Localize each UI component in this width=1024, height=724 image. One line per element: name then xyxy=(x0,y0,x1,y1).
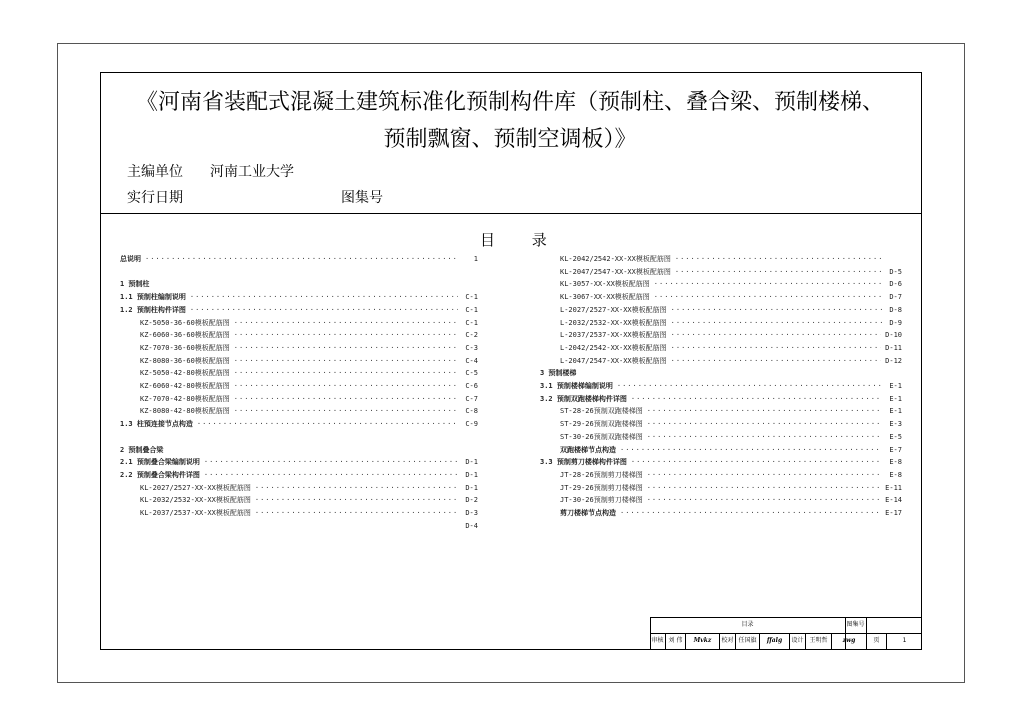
toc-entry xyxy=(560,494,902,506)
toc-entry-label: L-2032/2532-XX-XX模板配筋图 xyxy=(560,318,667,327)
toc-leader-dots xyxy=(145,253,458,265)
toc-entry xyxy=(540,456,902,468)
toc-entry-label: L-2047/2547-XX-XX模板配筋图 xyxy=(560,356,667,365)
toc-entry xyxy=(140,482,478,494)
toc-entry xyxy=(120,444,478,456)
toc-leader-dots xyxy=(654,291,882,303)
toc-entry xyxy=(140,520,478,532)
toc-entry-page: C-1 xyxy=(465,293,478,302)
toc-entry-page xyxy=(462,266,478,278)
toc-entry xyxy=(120,278,478,290)
toc-entry xyxy=(120,291,478,303)
toc-leader-dots xyxy=(234,329,458,341)
toc-entry xyxy=(560,469,902,481)
toc-entry xyxy=(560,405,902,417)
toc-entry-label: JT-30-26预制剪刀楼梯图 xyxy=(560,496,643,505)
toc-leader-dots xyxy=(647,482,881,494)
toc-leader-dots xyxy=(675,266,882,278)
toc-leader-dots xyxy=(190,291,458,303)
toc-entry xyxy=(140,494,478,506)
atlas-no-label: 图集号 xyxy=(845,617,867,633)
toc-entry-label: 1 预制柱 xyxy=(120,280,150,289)
toc-entry xyxy=(560,482,902,494)
toc-entry-label: L-2027/2527-XX-XX模板配筋图 xyxy=(560,305,667,314)
toc-leader-dots xyxy=(234,342,458,354)
toc-entry xyxy=(140,507,478,519)
toc-entry-label: 3.1 预制楼梯编制说明 xyxy=(540,382,613,390)
toc-entry xyxy=(120,418,478,430)
atlas-number-label: 图集号 xyxy=(341,190,383,206)
toc-leader-dots xyxy=(234,380,458,392)
date-label: 实行日期 xyxy=(127,190,183,206)
toc-entry xyxy=(540,367,902,379)
toc-entry xyxy=(120,456,478,468)
toc-entry-page: C-9 xyxy=(465,420,478,429)
toc-entry xyxy=(120,266,478,278)
toc-leader-dots xyxy=(617,380,882,392)
toc-entry-page: E-7 xyxy=(889,445,902,454)
toc-leader-dots xyxy=(671,304,882,316)
toc-entry-label: JT-29-26预制剪刀楼梯图 xyxy=(560,483,643,492)
toc-entry-label: 2.2 预制叠合梁构件详图 xyxy=(120,470,200,479)
toc-leader-dots xyxy=(255,482,458,494)
toc-entry xyxy=(140,405,478,417)
toc-entry xyxy=(140,317,478,329)
toc-leader-dots xyxy=(647,494,881,506)
toc-entry-page: D-11 xyxy=(885,343,902,352)
check-label: 校对 xyxy=(720,633,736,649)
toc-entry-label: KZ-8080-36-60模板配筋图 xyxy=(140,356,230,365)
toc-entry-label: KZ-5050-36-60模板配筋图 xyxy=(140,318,230,327)
toc-entry-page: C-3 xyxy=(465,343,478,352)
toc-entry-page: 1 xyxy=(473,255,478,263)
toc-entry xyxy=(560,444,902,456)
design-label: 设计 xyxy=(790,633,806,649)
page-label: 页 xyxy=(867,633,887,649)
review-signature: Mvkz xyxy=(686,633,720,649)
toc-entry-page: E-17 xyxy=(885,509,902,517)
toc-entry xyxy=(140,329,478,341)
toc-entry-page: E-8 xyxy=(889,470,902,479)
toc-entry xyxy=(560,317,902,329)
toc-right-column xyxy=(540,253,902,523)
toc-entry-page: E-3 xyxy=(889,420,902,429)
toc-entry-page: C-6 xyxy=(465,382,478,390)
toc-entry-page xyxy=(462,278,478,290)
toc-entry xyxy=(120,253,478,265)
toc-entry xyxy=(560,418,902,430)
toc-entry xyxy=(560,329,902,341)
toc-leader-dots xyxy=(234,393,458,405)
toc-leader-dots xyxy=(197,418,458,430)
toc-entry-page: D-2 xyxy=(465,496,478,505)
toc-entry xyxy=(540,393,902,405)
document-title-line2: 预制飘窗、预制空调板）》 xyxy=(383,127,637,152)
toc-heading: 目 录 xyxy=(480,231,563,249)
toc-entry-page: D-3 xyxy=(465,509,478,517)
toc-entry-label: KZ-6060-42-80模板配筋图 xyxy=(140,382,230,390)
toc-leader-dots xyxy=(647,431,882,443)
toc-leader-dots xyxy=(620,507,881,519)
toc-entry-page: C-7 xyxy=(465,394,478,403)
toc-entry-page: D-7 xyxy=(889,293,902,302)
toc-entry-label: KL-2037/2537-XX-XX模板配筋图 xyxy=(140,509,251,517)
toc-entry-label: KL-3057-XX-XX模板配筋图 xyxy=(560,280,650,289)
toc-leader-dots xyxy=(631,393,882,405)
toc-leader-dots xyxy=(234,317,458,329)
toc-entry-label: KL-2027/2527-XX-XX模板配筋图 xyxy=(140,483,251,492)
toc-left-column xyxy=(120,253,478,543)
toc-entry-page: D-8 xyxy=(889,305,902,314)
sheet-title: 目录 xyxy=(741,621,754,628)
toc-entry-page: D-4 xyxy=(465,521,478,530)
page-value: 1 xyxy=(902,637,907,644)
toc-entry-page: C-1 xyxy=(465,305,478,314)
toc-entry xyxy=(140,367,478,379)
toc-entry-page: D-9 xyxy=(889,318,902,327)
toc-entry-label: KZ-7070-36-60模板配筋图 xyxy=(140,343,230,352)
toc-entry-page: C-2 xyxy=(465,331,478,340)
toc-entry-page: C-8 xyxy=(465,407,478,416)
toc-entry-page: E-5 xyxy=(889,432,902,441)
toc-entry-label: ST-28-26预制双跑楼梯图 xyxy=(560,407,643,416)
toc-entry-page: D-10 xyxy=(885,331,902,340)
toc-leader-dots xyxy=(620,444,882,456)
toc-entry-label: 3 预制楼梯 xyxy=(540,369,577,378)
toc-entry-label: KL-2042/2542-XX-XX模板配筋图 xyxy=(560,255,671,263)
toc-entry-page: C-4 xyxy=(465,356,478,365)
toc-entry-label: 2 预制叠合梁 xyxy=(120,445,164,454)
toc-entry-label: KZ-5050-42-80模板配筋图 xyxy=(140,369,230,378)
toc-leader-dots xyxy=(654,278,882,290)
toc-entry xyxy=(140,393,478,405)
toc-entry xyxy=(540,380,902,392)
toc-entry-label: 1.1 预制柱编制说明 xyxy=(120,293,186,302)
toc-entry xyxy=(560,266,902,278)
toc-entry xyxy=(560,342,902,354)
toc-leader-dots xyxy=(671,329,881,341)
toc-entry xyxy=(560,355,902,367)
toc-entry-page: D-6 xyxy=(889,280,902,289)
toc-entry xyxy=(120,304,478,316)
toc-leader-dots xyxy=(234,405,458,417)
toc-entry-page: D-1 xyxy=(465,470,478,479)
toc-entry-page: E-11 xyxy=(885,483,902,492)
toc-entry xyxy=(120,431,478,443)
toc-entry-label: 3.2 预制双跑楼梯构件详图 xyxy=(540,394,627,403)
toc-entry-label: KL-3067-XX-XX模板配筋图 xyxy=(560,293,650,302)
toc-entry xyxy=(140,380,478,392)
toc-leader-dots xyxy=(671,342,881,354)
toc-entry-page: E-1 xyxy=(889,407,902,416)
toc-entry-page: D-1 xyxy=(465,458,478,467)
toc-entry-page: E-8 xyxy=(889,458,902,467)
toc-entry-label: 2.1 预制叠合梁编制说明 xyxy=(120,458,200,467)
toc-entry-label: KL-2047/2547-XX-XX模板配筋图 xyxy=(560,267,671,276)
toc-entry xyxy=(560,278,902,290)
toc-entry-page xyxy=(462,444,478,456)
toc-entry-label: ST-30-26预制双跑楼梯图 xyxy=(560,432,643,441)
toc-entry-label: 3.3 预制剪刀楼梯构件详图 xyxy=(540,458,627,467)
design-name: 王明哲 xyxy=(806,633,832,649)
toc-leader-dots xyxy=(631,456,882,468)
toc-entry xyxy=(560,507,902,519)
toc-leader-dots xyxy=(647,469,882,481)
design-signature: zwg xyxy=(832,633,867,649)
toc-entry xyxy=(140,342,478,354)
review-label: 审核 xyxy=(650,633,666,649)
check-signature: ffalg xyxy=(760,633,790,649)
toc-entry-label: 1.2 预制柱构件详图 xyxy=(120,305,186,314)
toc-entry-page: D-1 xyxy=(465,483,478,492)
title-block xyxy=(650,617,922,650)
toc-leader-dots xyxy=(204,469,458,481)
editor-label: 主编单位 xyxy=(127,164,183,180)
toc-entry xyxy=(140,355,478,367)
toc-entry-label: KZ-8080-42-80模板配筋图 xyxy=(140,407,230,416)
toc-entry-label: 双跑楼梯节点构造 xyxy=(560,445,616,454)
toc-entry-label: ST-29-26预制双跑楼梯图 xyxy=(560,420,643,429)
toc-leader-dots xyxy=(234,355,458,367)
toc-entry xyxy=(120,469,478,481)
toc-leader-dots xyxy=(255,507,458,519)
toc-entry-label: KL-2032/2532-XX-XX模板配筋图 xyxy=(140,496,251,505)
toc-entry-label: 剪刀楼梯节点构造 xyxy=(560,509,616,517)
toc-leader-dots xyxy=(671,355,881,367)
editor-value: 河南工业大学 xyxy=(210,164,294,180)
toc-entry-page: C-5 xyxy=(465,369,478,378)
toc-leader-dots xyxy=(255,494,458,506)
toc-leader-dots xyxy=(647,418,882,430)
header-divider xyxy=(100,213,922,214)
toc-entry-page: E-1 xyxy=(889,382,902,390)
toc-entry-label: 总说明 xyxy=(120,255,141,263)
toc-leader-dots xyxy=(647,405,882,417)
toc-entry-page xyxy=(886,367,902,379)
toc-entry-page: D-5 xyxy=(889,267,902,276)
document-title-line1: 《河南省装配式混凝土建筑标准化预制构件库（预制柱、叠合梁、预制楼梯、 xyxy=(135,90,884,115)
toc-entry-page: D-12 xyxy=(885,356,902,365)
toc-entry-label: KZ-6060-36-60模板配筋图 xyxy=(140,331,230,340)
toc-entry-page xyxy=(886,253,902,265)
toc-entry xyxy=(560,431,902,443)
toc-entry-page xyxy=(462,431,478,443)
toc-entry xyxy=(560,304,902,316)
toc-entry-page: C-1 xyxy=(465,318,478,327)
toc-leader-dots xyxy=(675,253,882,265)
toc-entry xyxy=(560,253,902,265)
toc-leader-dots xyxy=(204,456,458,468)
toc-entry-label: L-2037/2537-XX-XX模板配筋图 xyxy=(560,331,667,340)
toc-entry-label: 1.3 柱預连接节点构造 xyxy=(120,420,193,429)
toc-entry-label: KZ-7070-42-80模板配筋图 xyxy=(140,394,230,403)
toc-entry-label: JT-28-26预制剪刀楼梯图 xyxy=(560,470,643,479)
toc-leader-dots xyxy=(190,304,458,316)
toc-leader-dots xyxy=(671,317,882,329)
toc-leader-dots xyxy=(234,367,458,379)
toc-entry-page: E-14 xyxy=(885,496,902,505)
toc-entry-page: E-1 xyxy=(889,394,902,403)
review-name: 刘 伟 xyxy=(666,633,686,649)
toc-entry-label: L-2042/2542-XX-XX模板配筋图 xyxy=(560,343,667,352)
check-name: 任国旗 xyxy=(736,633,760,649)
toc-entry xyxy=(560,291,902,303)
